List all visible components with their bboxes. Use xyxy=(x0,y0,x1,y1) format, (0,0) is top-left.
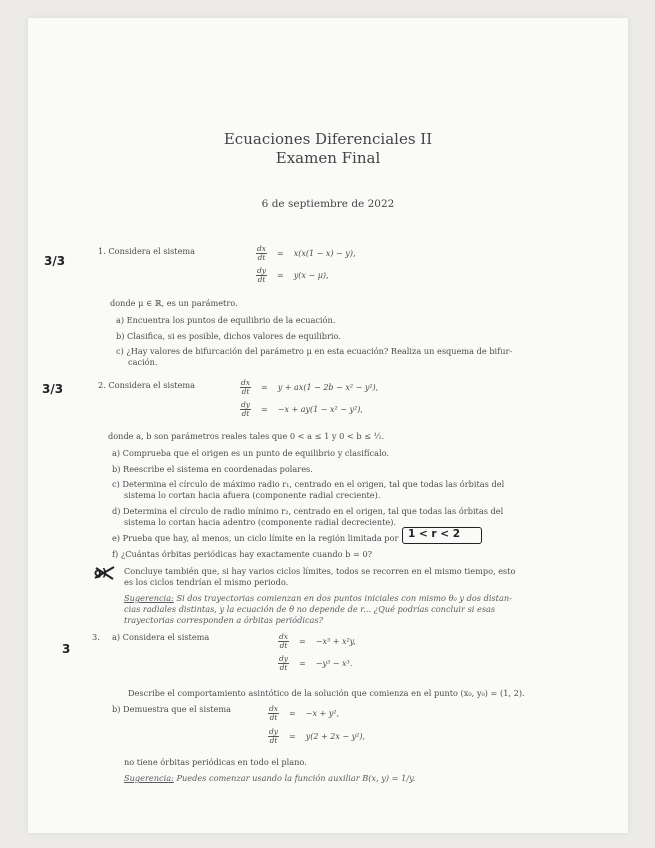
problem-1-label: 1. Considera el sistema xyxy=(98,246,196,256)
problem-1-item-b: b) Clasifica, si es posible, dichos valores de equilibrio. xyxy=(116,331,341,341)
problem-3-item-b-label: b) Demuestra que el sistema xyxy=(112,704,232,714)
problem-2-hint-line-1: Sugerencia: Si dos trayectorias comienzan en dos puntos iniciales con mismo θ₀ y dos distan- xyxy=(124,593,512,603)
exam-title: Examen Final xyxy=(275,149,381,167)
problem-2-hint-line-3: trayectorias corresponden a órbitas periódicas? xyxy=(124,615,324,625)
problem-3-item-b-description: no tiene órbitas periódicas en todo el plano. xyxy=(124,757,307,767)
problem-3a-equation-1: $\frac{dx}{dt}$ = −x³ + x²y, xyxy=(279,631,356,650)
problem-3a-equation-2: $\frac{dy}{dt}$ = −y³ − x³. xyxy=(279,653,353,672)
problem-3b-equation-2: $\frac{dy}{dt}$ = y(2 + 2x − y²), xyxy=(269,726,366,745)
exam-sheet xyxy=(28,18,628,833)
handwritten-mark-problem-2: 3/3 xyxy=(42,382,64,396)
problem-1-parameter-text: donde μ ∈ ℝ, es un parámetro. xyxy=(110,298,238,308)
problem-2-item-b: b) Reescribe el sistema en coordenadas polares. xyxy=(112,464,313,474)
problem-1-equation-2: $\frac{dy}{dt}$ = y(x − μ), xyxy=(257,265,329,284)
problem-2-item-d-line-2: sistema lo cortan hacia adentro (componente radial decreciente). xyxy=(124,517,397,527)
problem-2-item-a: a) Comprueba que el origen es un punto de equilibrio y clasifícalo. xyxy=(112,448,389,458)
problem-2-item-c-line-1: c) Determina el círculo de máximo radio r₁, centrado en el origen, tal que todas las órbitas del xyxy=(112,479,505,489)
problem-3-hint: Sugerencia: Puedes comenzar usando la función auxiliar B(x, y) = 1/y. xyxy=(124,773,416,783)
problem-2-item-f: f) ¿Cuántas órbitas periódicas hay exactamente cuando b = 0? xyxy=(112,549,373,559)
problem-2-parameter-text: donde a, b son parámetros reales tales que 0 < a ≤ 1 y 0 < b ≤ ½. xyxy=(108,431,385,441)
problem-2-hint-line-2: cias radiales distintas, y la ecuación de θ no depende de r... ¿Qué podrías concluir si esas xyxy=(124,604,496,614)
problem-3b-equation-1: $\frac{dx}{dt}$ = −x + y², xyxy=(269,703,340,722)
course-title: Ecuaciones Diferenciales II xyxy=(223,130,433,148)
problem-1-item-a: a) Encuentra los puntos de equilibrio de la ecuación. xyxy=(116,315,336,325)
problem-2-item-c-line-2: sistema lo cortan hacia afuera (componente radial creciente). xyxy=(124,490,381,500)
problem-2-item-g-line-2: es los ciclos tendrían el mismo periodo. xyxy=(124,577,289,587)
problem-2-item-g-line-1: Concluye también que, si hay varios ciclos límites, todos se recorren en el mismo tiempo, esto xyxy=(124,566,516,576)
problem-1-item-c-line-2: cación. xyxy=(128,357,158,367)
problem-2-item-e: e) Prueba que hay, al menos, un ciclo límite en la región limitada por xyxy=(112,533,399,543)
problem-2-equation-2: $\frac{dy}{dt}$ = −x + ay(1 − x² − y²), xyxy=(241,399,363,418)
handwritten-mark-problem-3: 3 xyxy=(62,642,71,656)
problem-3-item-a-label: a) Considera el sistema xyxy=(112,632,210,642)
problem-2-item-d-line-1: d) Determina el círculo de radio mínimo r₂, centrado en el origen, tal que todas las órbitas del xyxy=(112,506,504,516)
exam-date: 6 de septiembre de 2022 xyxy=(261,198,395,210)
handwritten-inequality: 1 < r < 2 xyxy=(408,528,461,540)
handwritten-mark-g: g) xyxy=(94,566,107,579)
problem-3-item-a-description: Describe el comportamiento asintótico de la solución que comienza en el punto (x₀, y₀) = (1, 2). xyxy=(128,688,525,698)
handwritten-scribble-icon xyxy=(92,564,118,582)
problem-1-item-c-line-1: c) ¿Hay valores de bifurcación del parámetro μ en esta ecuación? Realiza un esquema de bifur- xyxy=(116,346,513,356)
problem-3-label: 3. xyxy=(92,632,100,642)
problem-2-label: 2. Considera el sistema xyxy=(98,380,196,390)
problem-1-equation-1: $\frac{dx}{dt}$ = x(x(1 − x) − y), xyxy=(257,243,356,262)
handwritten-mark-problem-1: 3/3 xyxy=(44,254,66,268)
problem-2-equation-1: $\frac{dx}{dt}$ = y + ax(1 − 2b − x² − y²), xyxy=(241,377,379,396)
